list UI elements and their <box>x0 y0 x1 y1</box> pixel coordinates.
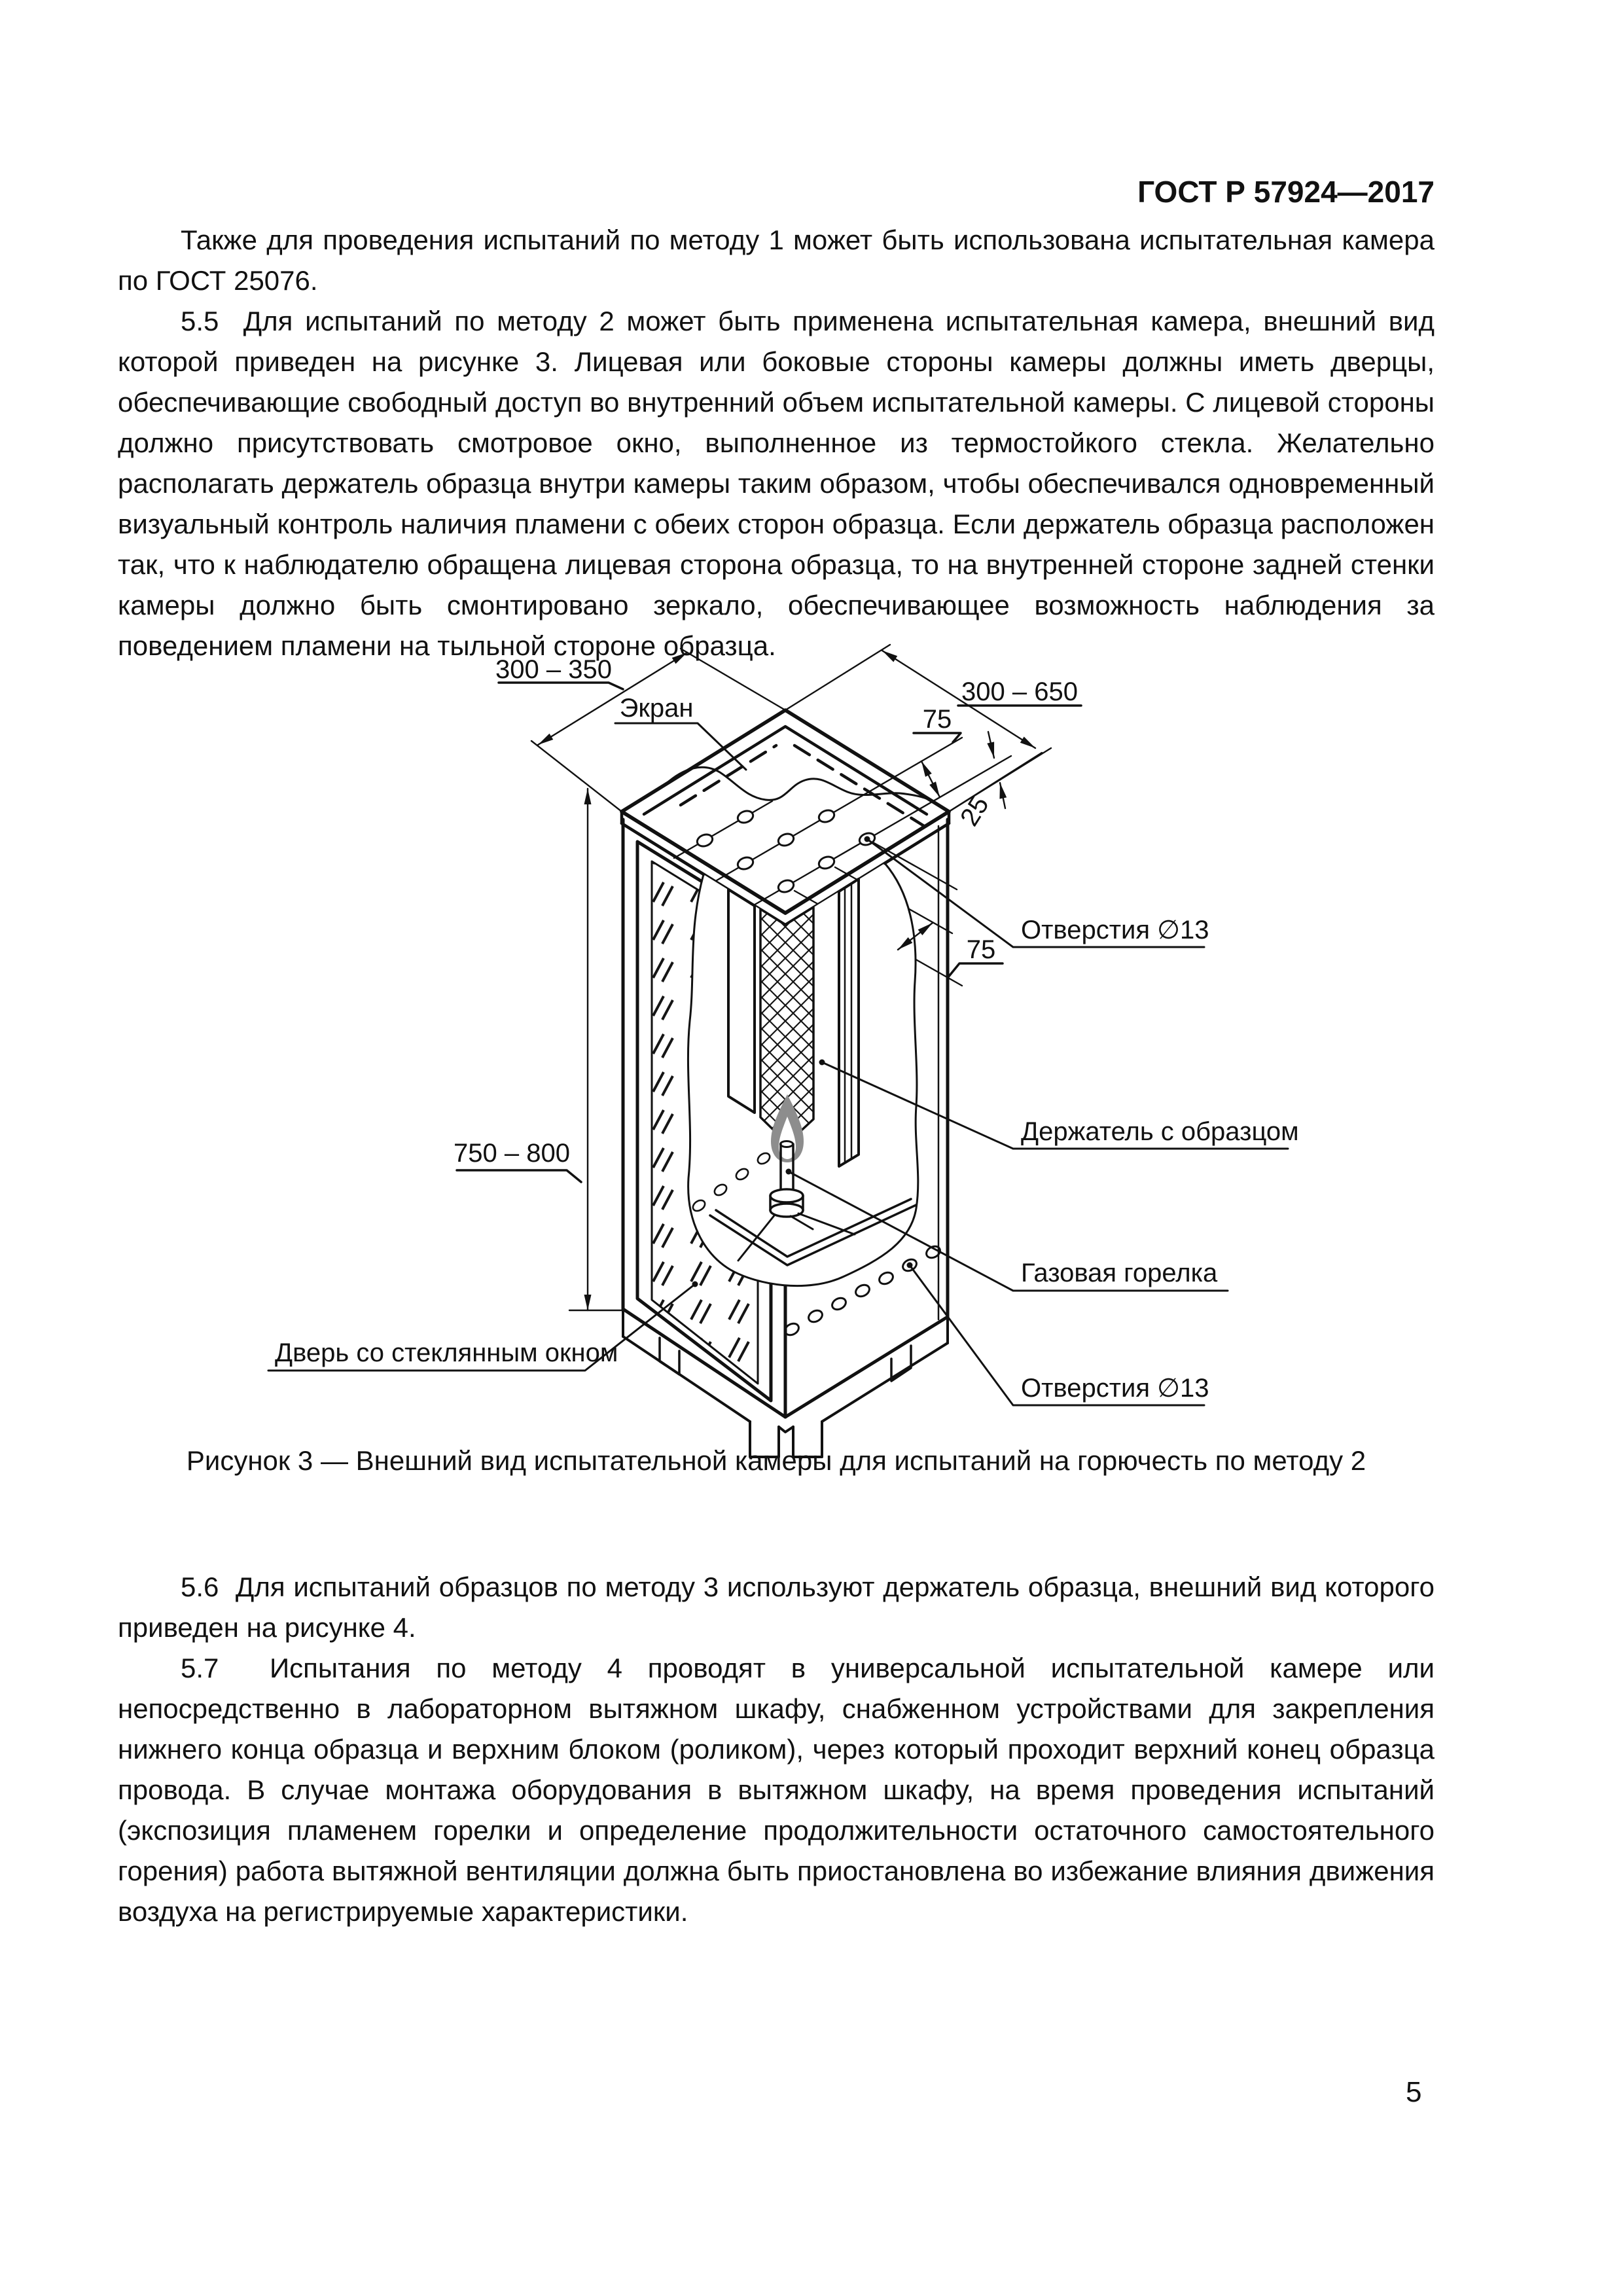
screen-label: Экран <box>619 694 694 723</box>
dim-hole-pitch-side-label: 75 <box>966 935 996 964</box>
holes-top-label: Отверстия ∅13 <box>1021 916 1209 944</box>
paragraph-5-7: 5.7 Испытания по методу 4 проводят в универсальной испытательной камере или непосредственно в лабораторном вытяжном шкафу, снабженном устройствами для закрепления нижнего конца образца и верхним блоком (роликом), через который проходит верхний конец образца провода. В случае монтажа оборудования в вытяжном шкафу, на время проведения испытаний (экспозиция пламенем горелки и определение продолжительности остаточного самостоятельного горения) работа вытяжной вентиляции должна быть приостановлена во избежание влияния движения воздуха на регистрируемые характеристики. <box>118 1653 1435 1927</box>
dim-hole-pitch-top-label: 75 <box>922 705 952 734</box>
dim-width-label: 300 – 650 <box>961 677 1078 706</box>
door-label: Дверь со стеклянным окном <box>275 1338 618 1367</box>
page-number: 5 <box>1406 2076 1422 2108</box>
burner-label: Газовая горелка <box>1021 1259 1218 1287</box>
holder-label: Держатель с образцом <box>1021 1117 1299 1146</box>
dim-height-label: 750 – 800 <box>454 1139 570 1168</box>
paragraph-intro: Также для проведения испытаний по методу 1 может быть использована испытательная камера по ГОСТ 25076. <box>118 224 1435 296</box>
doc-number-header: ГОСТ Р 57924—2017 <box>1137 175 1435 209</box>
dim-edge-offset-label: 25 <box>954 791 995 831</box>
paragraph-5-5: 5.5 Для испытаний по методу 2 может быть применена испытательная камера, внешний вид которой приведен на рисунке 3. Лицевая или боковые стороны камеры должны иметь дверцы, обеспечивающие свободный доступ во внутренний объем испытательной камеры. С лицевой стороны должно присутствовать смотровое окно, выполненное из термостойкого стекла. Желательно располагать держатель образца внутри камеры таким образом, чтобы обеспечивался одновременный визуальный контроль наличия пламени с обеих сторон образца. Если держатель образца расположен так, что к наблюдателю обращена лицевая сторона образца, то на внутренней стороне задней стенки камеры должно быть смонтировано зеркало, обеспечивающее возможность наблюдения за поведением пламени на тыльной стороне образца. <box>118 306 1435 661</box>
figure-3-caption: Рисунок 3 — Внешний вид испытательной камеры для испытаний на горючесть по методу 2 <box>186 1445 1366 1476</box>
lower-text-block <box>118 1567 1435 1932</box>
holes-bottom-label: Отверстия ∅13 <box>1021 1374 1209 1403</box>
dim-depth-label: 300 – 350 <box>495 655 612 684</box>
paragraph-5-6: 5.6 Для испытаний образцов по методу 3 используют держатель образца, внешний вид которого приведен на рисунке 4. <box>118 1571 1435 1643</box>
screen-dashed-outline <box>681 745 924 826</box>
